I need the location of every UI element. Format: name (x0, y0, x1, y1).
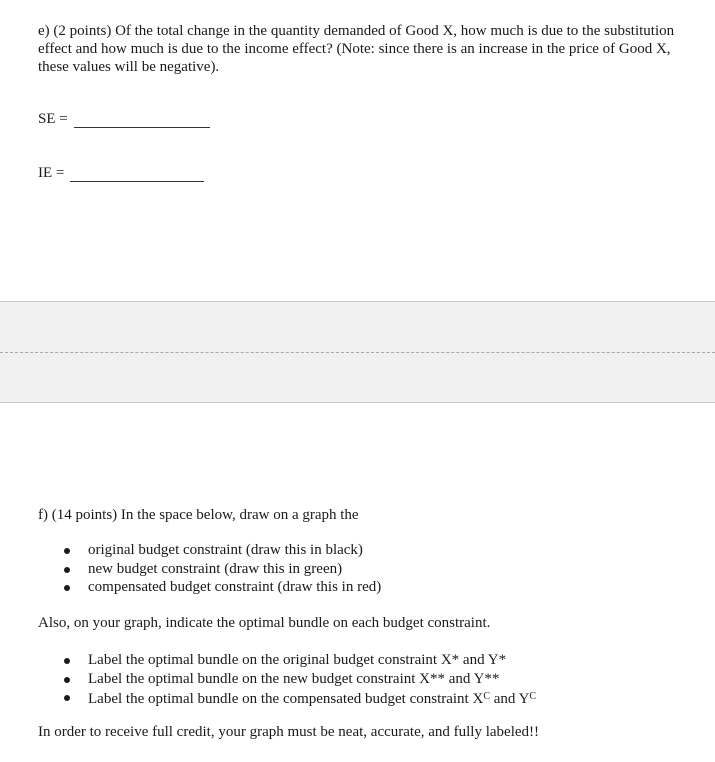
question-f-final-note: In order to receive full credit, your graph must be neat, accurate, and fully labeled!! (38, 724, 540, 740)
ie-answer (38, 164, 204, 182)
list-item: original budget constraint (draw this in black) (62, 541, 702, 560)
se-answer (38, 110, 210, 128)
compensated-prefix: Label the optimal bundle on the compensated budget constraint X (88, 691, 484, 707)
labels-list (62, 651, 702, 709)
constraints-list (62, 541, 702, 597)
ie-label: IE = (38, 165, 65, 181)
list-item: compensated budget constraint (draw this in red) (62, 578, 702, 597)
question-e-text: e) (2 points) Of the total change in the quantity demanded of Good X, how much is due to the substitution effect and how much is due to the income effect? (Note: since there is an increase in the price of Good X, these values will be negative). (38, 23, 675, 75)
se-blank-line (74, 114, 210, 128)
question-f-also: Also, on your graph, indicate the optimal bundle on each budget constraint. (38, 615, 491, 631)
compensated-middle: and Y (489, 691, 530, 707)
page-break-dashed-line (0, 352, 715, 353)
se-label: SE = (38, 111, 68, 127)
list-item: Label the optimal bundle on the original budget constraint X* and Y* (62, 651, 702, 670)
superscript-c: C (483, 691, 490, 702)
page-break-separator (0, 301, 715, 403)
list-item: new budget constraint (draw this in green) (62, 560, 702, 579)
list-item-compensated (62, 688, 702, 709)
list-item: Label the optimal bundle on the new budget constraint X** and Y** (62, 670, 702, 689)
superscript-c: C (529, 691, 537, 702)
ie-blank-line (70, 168, 204, 182)
question-f-intro: f) (14 points) In the space below, draw on a graph the (38, 507, 359, 523)
